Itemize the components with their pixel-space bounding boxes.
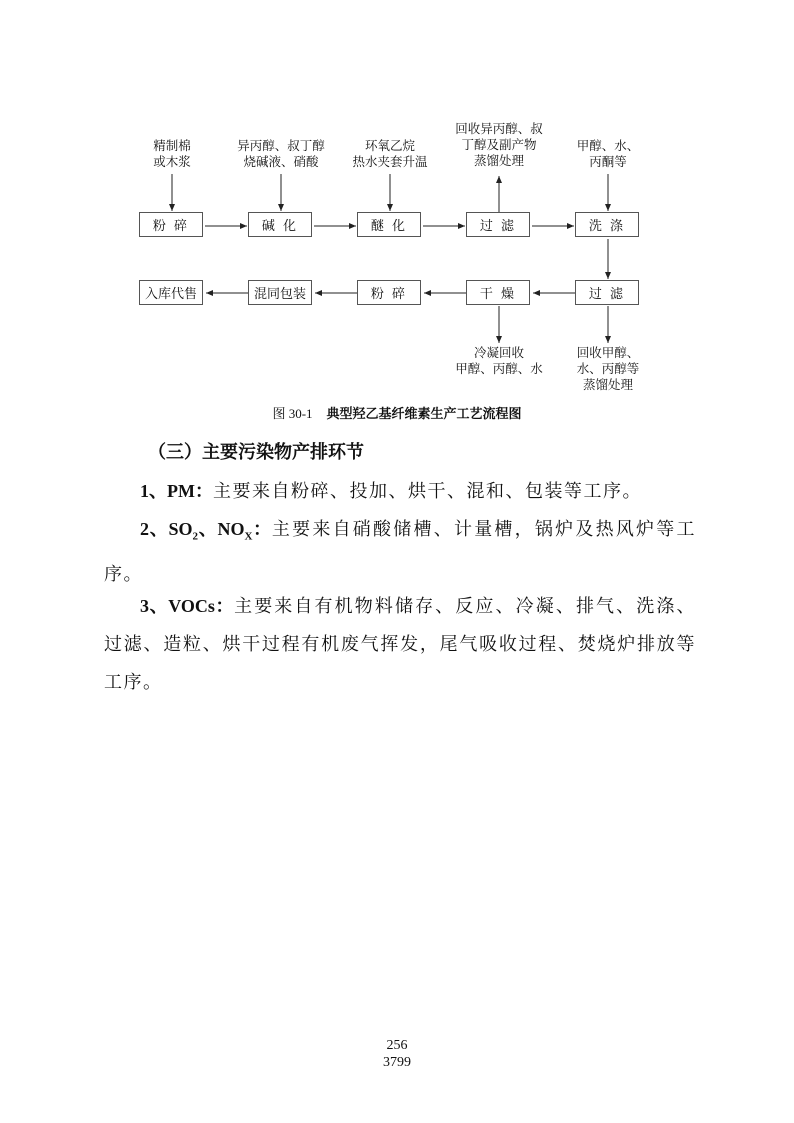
note-line: 冷凝回收 — [473, 345, 524, 360]
note-line: 或木浆 — [153, 154, 191, 169]
page-number: 256 — [386, 1038, 408, 1053]
note-line: 水、丙醇等 — [576, 361, 640, 376]
note-ether-inputs — [335, 138, 445, 170]
note-line: 回收异丙醇、叔 — [455, 121, 543, 136]
note-line: 烧碱液、硝酸 — [243, 154, 319, 169]
note-line: 甲醇、水、 — [576, 138, 640, 153]
note-filter-recovery — [444, 121, 554, 169]
note-line: 蒸馏处理 — [582, 377, 633, 392]
paragraph-lead: 1、PM： — [140, 481, 213, 501]
note-raw-material — [132, 138, 212, 170]
note-line: 精制棉 — [153, 138, 191, 153]
footer — [0, 1037, 794, 1071]
paragraph-text: 主要来自有机物料储存、反应、冷凝、排气、洗涤、过滤、造粒、烘干过程有机废气挥发，尾气吸收过程、焚烧炉排放等工序。 — [104, 596, 696, 693]
box-alkalize: 碱 化 — [248, 212, 312, 237]
note-line: 丙酮等 — [589, 154, 627, 169]
caption-title: 典型羟乙基纤维素生产工艺流程图 — [326, 407, 522, 422]
box-pulverize: 粉 碎 — [139, 212, 203, 237]
paragraph-lead: 3、VOCs： — [140, 596, 235, 616]
box-filter-2: 过 滤 — [575, 280, 639, 305]
box-dry: 干 燥 — [466, 280, 530, 305]
box-etherify: 醚 化 — [357, 212, 421, 237]
note-line: 异丙醇、叔丁醇 — [237, 138, 325, 153]
figure-caption — [0, 403, 794, 422]
lead-part: 、NO — [197, 519, 245, 539]
paragraph-lead — [140, 519, 272, 543]
box-filter: 过 滤 — [466, 212, 530, 237]
lead-part: 2、SO — [140, 519, 193, 539]
paragraph-so2-nox — [104, 510, 696, 594]
paragraph-text: 主要来自硝酸储槽、计量槽，锅炉及热风炉等工序。 — [104, 519, 697, 585]
box-wash: 洗 涤 — [575, 212, 639, 237]
section-heading: （三）主要污染物产排环节 — [148, 442, 364, 463]
box-blend-pack: 混同包装 — [248, 280, 312, 305]
lead-part: ： — [252, 519, 272, 539]
note-alkali-inputs — [226, 138, 336, 170]
note-filter2-output — [563, 345, 653, 393]
note-line: 环氧乙烷 — [364, 138, 415, 153]
box-pulverize-2: 粉 碎 — [357, 280, 421, 305]
paragraph-pm — [104, 472, 696, 511]
subscript: X — [244, 530, 253, 543]
subscript: 2 — [192, 530, 198, 543]
paragraph-text: 主要来自粉碎、投加、烘干、混和、包装等工序。 — [212, 481, 642, 502]
note-wash-inputs — [563, 138, 653, 170]
note-line: 甲醇、丙醇、水 — [455, 361, 543, 376]
note-line: 热水夹套升温 — [352, 154, 428, 169]
note-line: 回收甲醇、 — [576, 345, 640, 360]
total-page-number: 3799 — [383, 1055, 411, 1070]
process-flow-diagram — [0, 0, 794, 400]
box-storage-sale: 入库代售 — [139, 280, 203, 305]
flow-arrows — [0, 0, 794, 400]
note-dry-output — [444, 345, 554, 377]
note-line: 丁醇及副产物 — [461, 137, 537, 152]
paragraph-vocs — [104, 587, 696, 702]
caption-number: 图 30-1 — [272, 406, 313, 421]
note-line: 蒸馏处理 — [473, 153, 524, 168]
